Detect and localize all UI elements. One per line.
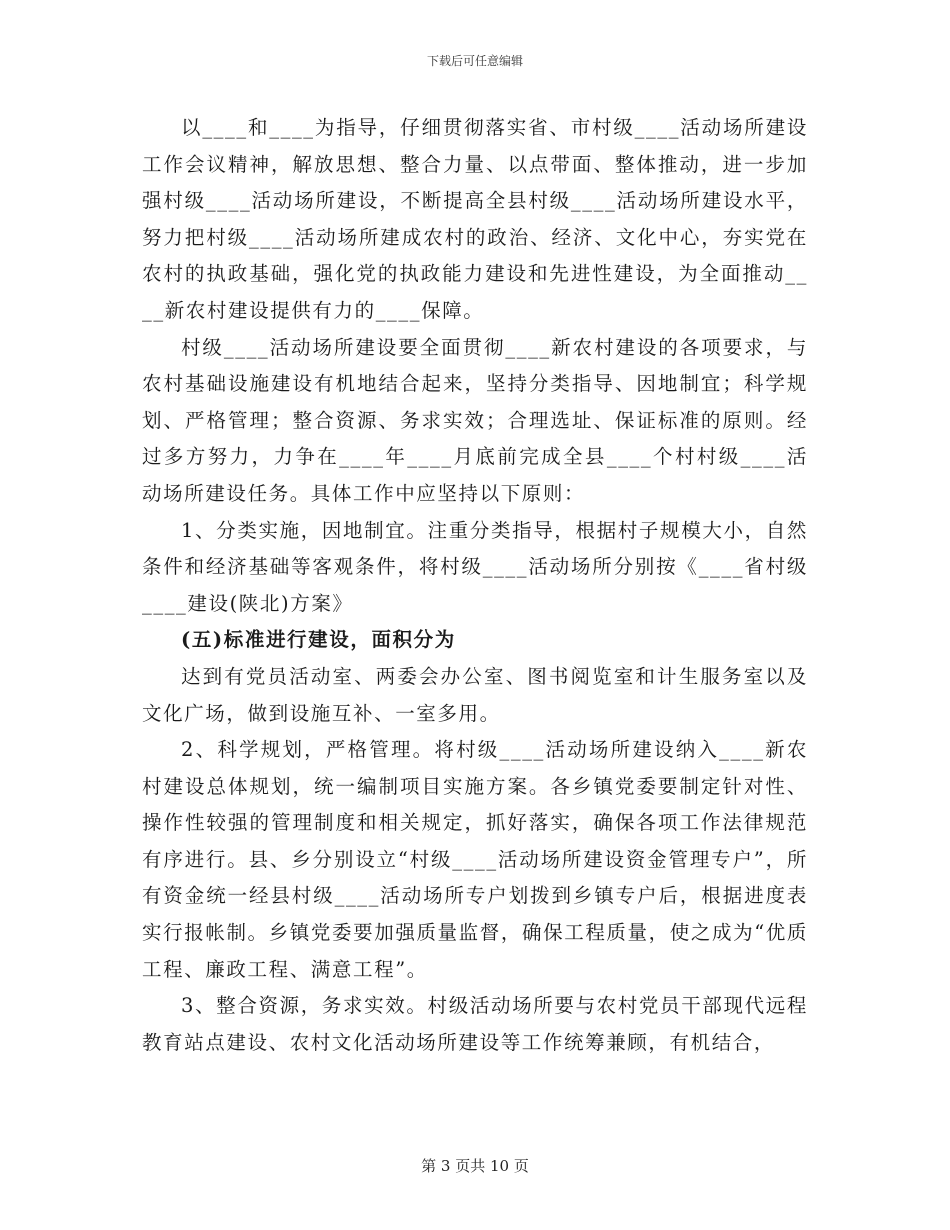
- paragraph-principle-3: 3、整合资源，务求实效。村级活动场所要与农村党员干部现代远程教育站点建设、农村文化活动场所建设等工作统筹兼顾，有机结合，: [142, 994, 808, 1054]
- page-header: 下载后可任意编辑: [426, 54, 523, 68]
- paragraph-construction-requirements: 村级____活动场所建设要全面贯彻____新农村建设的各项要求，与农村基础设施建设有机地结合起来，坚持分类指导、因地制宜；科学规划、严格管理；整合资源、务求实效；合理选址、保证标准的原则。经过多方努力，力争在____年____月底前完成全县____个村村级____活动场所建设任务。具体工作中应坚持以下原则：: [142, 335, 808, 505]
- document-body: [142, 110, 808, 1061]
- paragraph-principle-2: 2、科学规划，严格管理。将村级____活动场所建设纳入____新农村建设总体规划，统一编制项目实施方案。各乡镇党委要制定针对性、操作性较强的管理制度和相关规定，抓好落实，确保各项工作法律规范有序进行。县、乡分别设立“村级____活动场所建设资金管理专户”，所有资金统一经县村级____活动场所专户划拨到乡镇专户后，根据进度表实行报帐制。乡镇党委要加强质量监督，确保工程质量，使之成为“优质工程、廉政工程、满意工程”。: [142, 738, 808, 981]
- paragraph-guiding-principle: 以____和____为指导，仔细贯彻落实省、市村级____活动场所建设工作会议精神，解放思想、整合力量、以点带面、整体推动，进一步加强村级____活动场所建设，不断提高全县村级____活动场所建设水平，努力把村级____活动场所建成农村的政治、经济、文化中心，夯实党在农村的执政基础，强化党的执政能力建设和先进性建设，为全面推动____新农村建设提供有力的____保障。: [142, 116, 808, 322]
- page-number: 第 3 页共 10 页: [421, 1157, 529, 1175]
- paragraph-facilities: 达到有党员活动室、两委会办公室、图书阅览室和计生服务室以及文化广场，做到设施互补、一室多用。: [142, 664, 808, 725]
- paragraph-principle-1: 1、分类实施，因地制宜。注重分类指导，根据村子规模大小，自然条件和经济基础等客观条件，将村级____活动场所分别按《____省村级____建设(陕北)方案》: [142, 518, 808, 615]
- section-heading: (五)标准进行建设，面积分为: [181, 628, 456, 652]
